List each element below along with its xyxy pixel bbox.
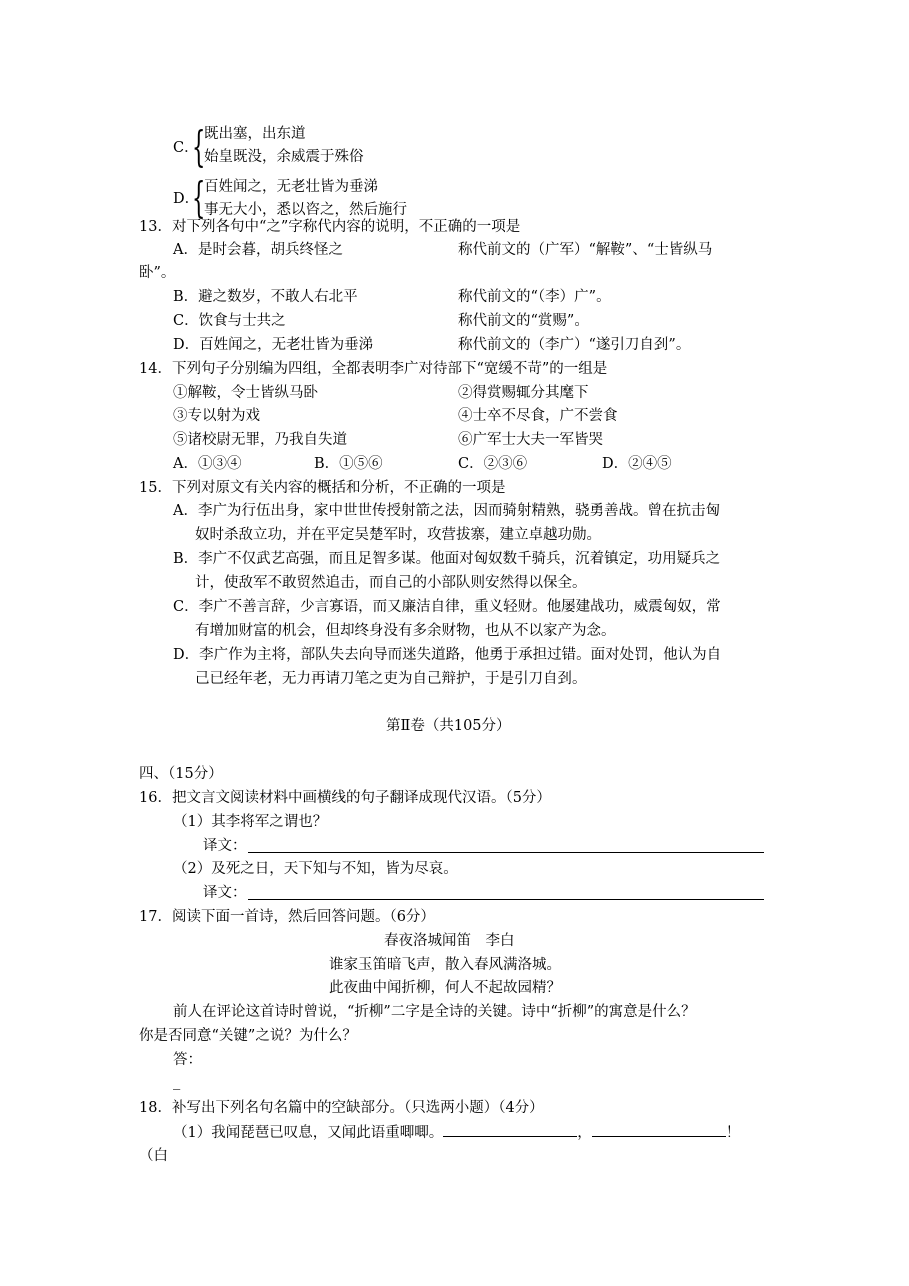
q16-translation-2-line[interactable] (248, 899, 764, 900)
q17-poem-line-2: 此夜曲中闻折柳，何人不起故园精？ (329, 980, 561, 996)
q12-option-d-label: D． (173, 191, 200, 207)
q12-option-d-line2: 事无大小，悉以咨之，然后施行 (204, 202, 407, 218)
q17-stem: 17．阅读下面一首诗，然后回答问题。（6分） (139, 909, 435, 925)
q15-b-line1: B．李广不仅武艺高强，而且足智多谋。他面对匈奴数千骑兵，沉着镇定，功用疑兵之 (173, 551, 721, 567)
q15-d-line2: 己已经年老，无力再请刀笔之吏为自己辩护，于是引刀自刭。 (195, 671, 587, 687)
q15-c-line1: C．李广不善言辞，少言寡语，而又廉洁自律，重义轻财。他屡建战功，威震匈奴，常 (173, 599, 721, 615)
q13-c-left: C．饮食与士共之 (173, 313, 286, 329)
q13-b-left: B．避之数岁，不敢人右北平 (173, 289, 358, 305)
q18-stem: 18．补写出下列名句名篇中的空缺部分。（只选两小题）（4分） (139, 1100, 544, 1116)
q14-item-6: ⑥广军士大夫一军皆哭 (458, 432, 603, 448)
q18-sentence-1-end: ！ (725, 1125, 741, 1141)
q14-item-2: ②得赏赐辄分其麾下 (458, 385, 589, 401)
brace-c: { (192, 122, 206, 171)
q15-d-line1: D．李广作为主将，部队失去向导而迷失道路，他勇于承担过错。面对处罚，他认为自 (173, 647, 722, 663)
q15-a-line2: 奴时杀敌立功，并在平定吴楚军时，攻营拔寨，建立卓越功勋。 (195, 527, 601, 543)
q13-a-cont: 卧”。 (139, 265, 176, 281)
q13-c-right: 称代前文的“赏赐”。 (458, 313, 589, 329)
q12-option-d-line1: 百姓闻之，无老壮皆为垂涕 (204, 179, 378, 195)
q16-sentence-1: （1）其李将军之谓也？ (173, 814, 328, 830)
q17-answer-label: 答： (173, 1052, 202, 1068)
q16-translation-1-label: 译文： (203, 838, 247, 854)
q15-c-line2: 有增加财富的机会，但却终身没有多余财物，也从不以家产为念。 (195, 623, 616, 639)
q14-option-b: B．①⑤⑥ (314, 456, 383, 472)
q14-option-c: C．②③⑥ (458, 456, 528, 472)
q16-translation-1-line[interactable] (248, 852, 764, 853)
q18-source-fragment: （白 (139, 1148, 168, 1164)
q12-option-c-label: C． (173, 140, 199, 156)
q18-sentence-1-text: （1）我闻琵琶已叹息，又闻此语重唧唧。 (173, 1125, 444, 1141)
brace-d: { (192, 173, 206, 222)
q13-d-left: D．百姓闻之，无老壮皆为垂涕 (173, 337, 374, 353)
q15-a-line1: A．李广为行伍出身，家中世世传授射箭之法，因而骑射精熟，骁勇善战。曾在抗击匈 (173, 503, 720, 519)
q12-option-c-line1: 既出塞，出东道 (204, 126, 306, 142)
q18-blank-1[interactable] (443, 1122, 577, 1137)
q14-item-4: ④士卒不尽食，广不尝食 (458, 408, 618, 424)
q13-stem: 13．对下列各句中“之”字称代内容的说明，不正确的一项是 (139, 219, 521, 235)
q17-question-line-2: 你是否同意“关键”之说？为什么？ (139, 1028, 357, 1044)
q18-sentence-1-comma: ， (577, 1125, 592, 1141)
section-4-heading: 四、（15分） (139, 766, 223, 782)
q16-sentence-2: （2）及死之日，天下知与不知，皆为尽哀。 (173, 861, 458, 877)
q14-item-1: ①解鞍，令士皆纵马卧 (173, 385, 318, 401)
q16-translation-2-label: 译文： (203, 885, 247, 901)
q14-stem: 14．下列句子分别编为四组，全都表明李广对待部下“宽缓不苛”的一组是 (139, 361, 608, 377)
q14-item-5: ⑤诸校尉无罪，乃我自失道 (173, 432, 347, 448)
q15-stem: 15．下列对原文有关内容的概括和分析，不正确的一项是 (139, 480, 506, 496)
q17-poem-line-1: 谁家玉笛暗飞声，散入春风满洛城。 (329, 957, 561, 973)
q17-question-line-1: 前人在评论这首诗时曾说，“折柳”二字是全诗的关键。诗中“折柳”的寓意是什么？ (173, 1004, 696, 1020)
q17-poem-title: 春夜洛城闻笛 李白 (384, 933, 515, 949)
q13-a-left: A．是时会暮，胡兵终怪之 (173, 242, 343, 258)
q12-option-c-line2: 始皇既没，余威震于殊俗 (204, 149, 364, 165)
q18-blank-2[interactable] (592, 1122, 726, 1137)
part2-title: 第Ⅱ卷（共105分） (386, 718, 511, 734)
q16-stem: 16．把文言文阅读材料中画横线的句子翻译成现代汉语。（5分） (139, 790, 551, 806)
q13-a-right: 称代前文的（广军）“解鞍”、“士皆纵马 (458, 242, 713, 258)
q14-option-a: A．①③④ (173, 456, 242, 472)
q14-item-3: ③专以射为戏 (173, 408, 260, 424)
q17-answer-mark[interactable]: _ (173, 1074, 181, 1090)
q13-d-right: 称代前文的（李广）“遂引刀自刭”。 (458, 337, 691, 353)
q14-option-d: D．②④⑤ (602, 456, 672, 472)
q13-b-right: 称代前文的“（李）广”。 (458, 289, 611, 305)
q18-sentence-1 (173, 1122, 740, 1143)
q15-b-line2: 计，使敌军不敢贸然追击，而自己的小部队则安然得以保全。 (195, 575, 587, 591)
